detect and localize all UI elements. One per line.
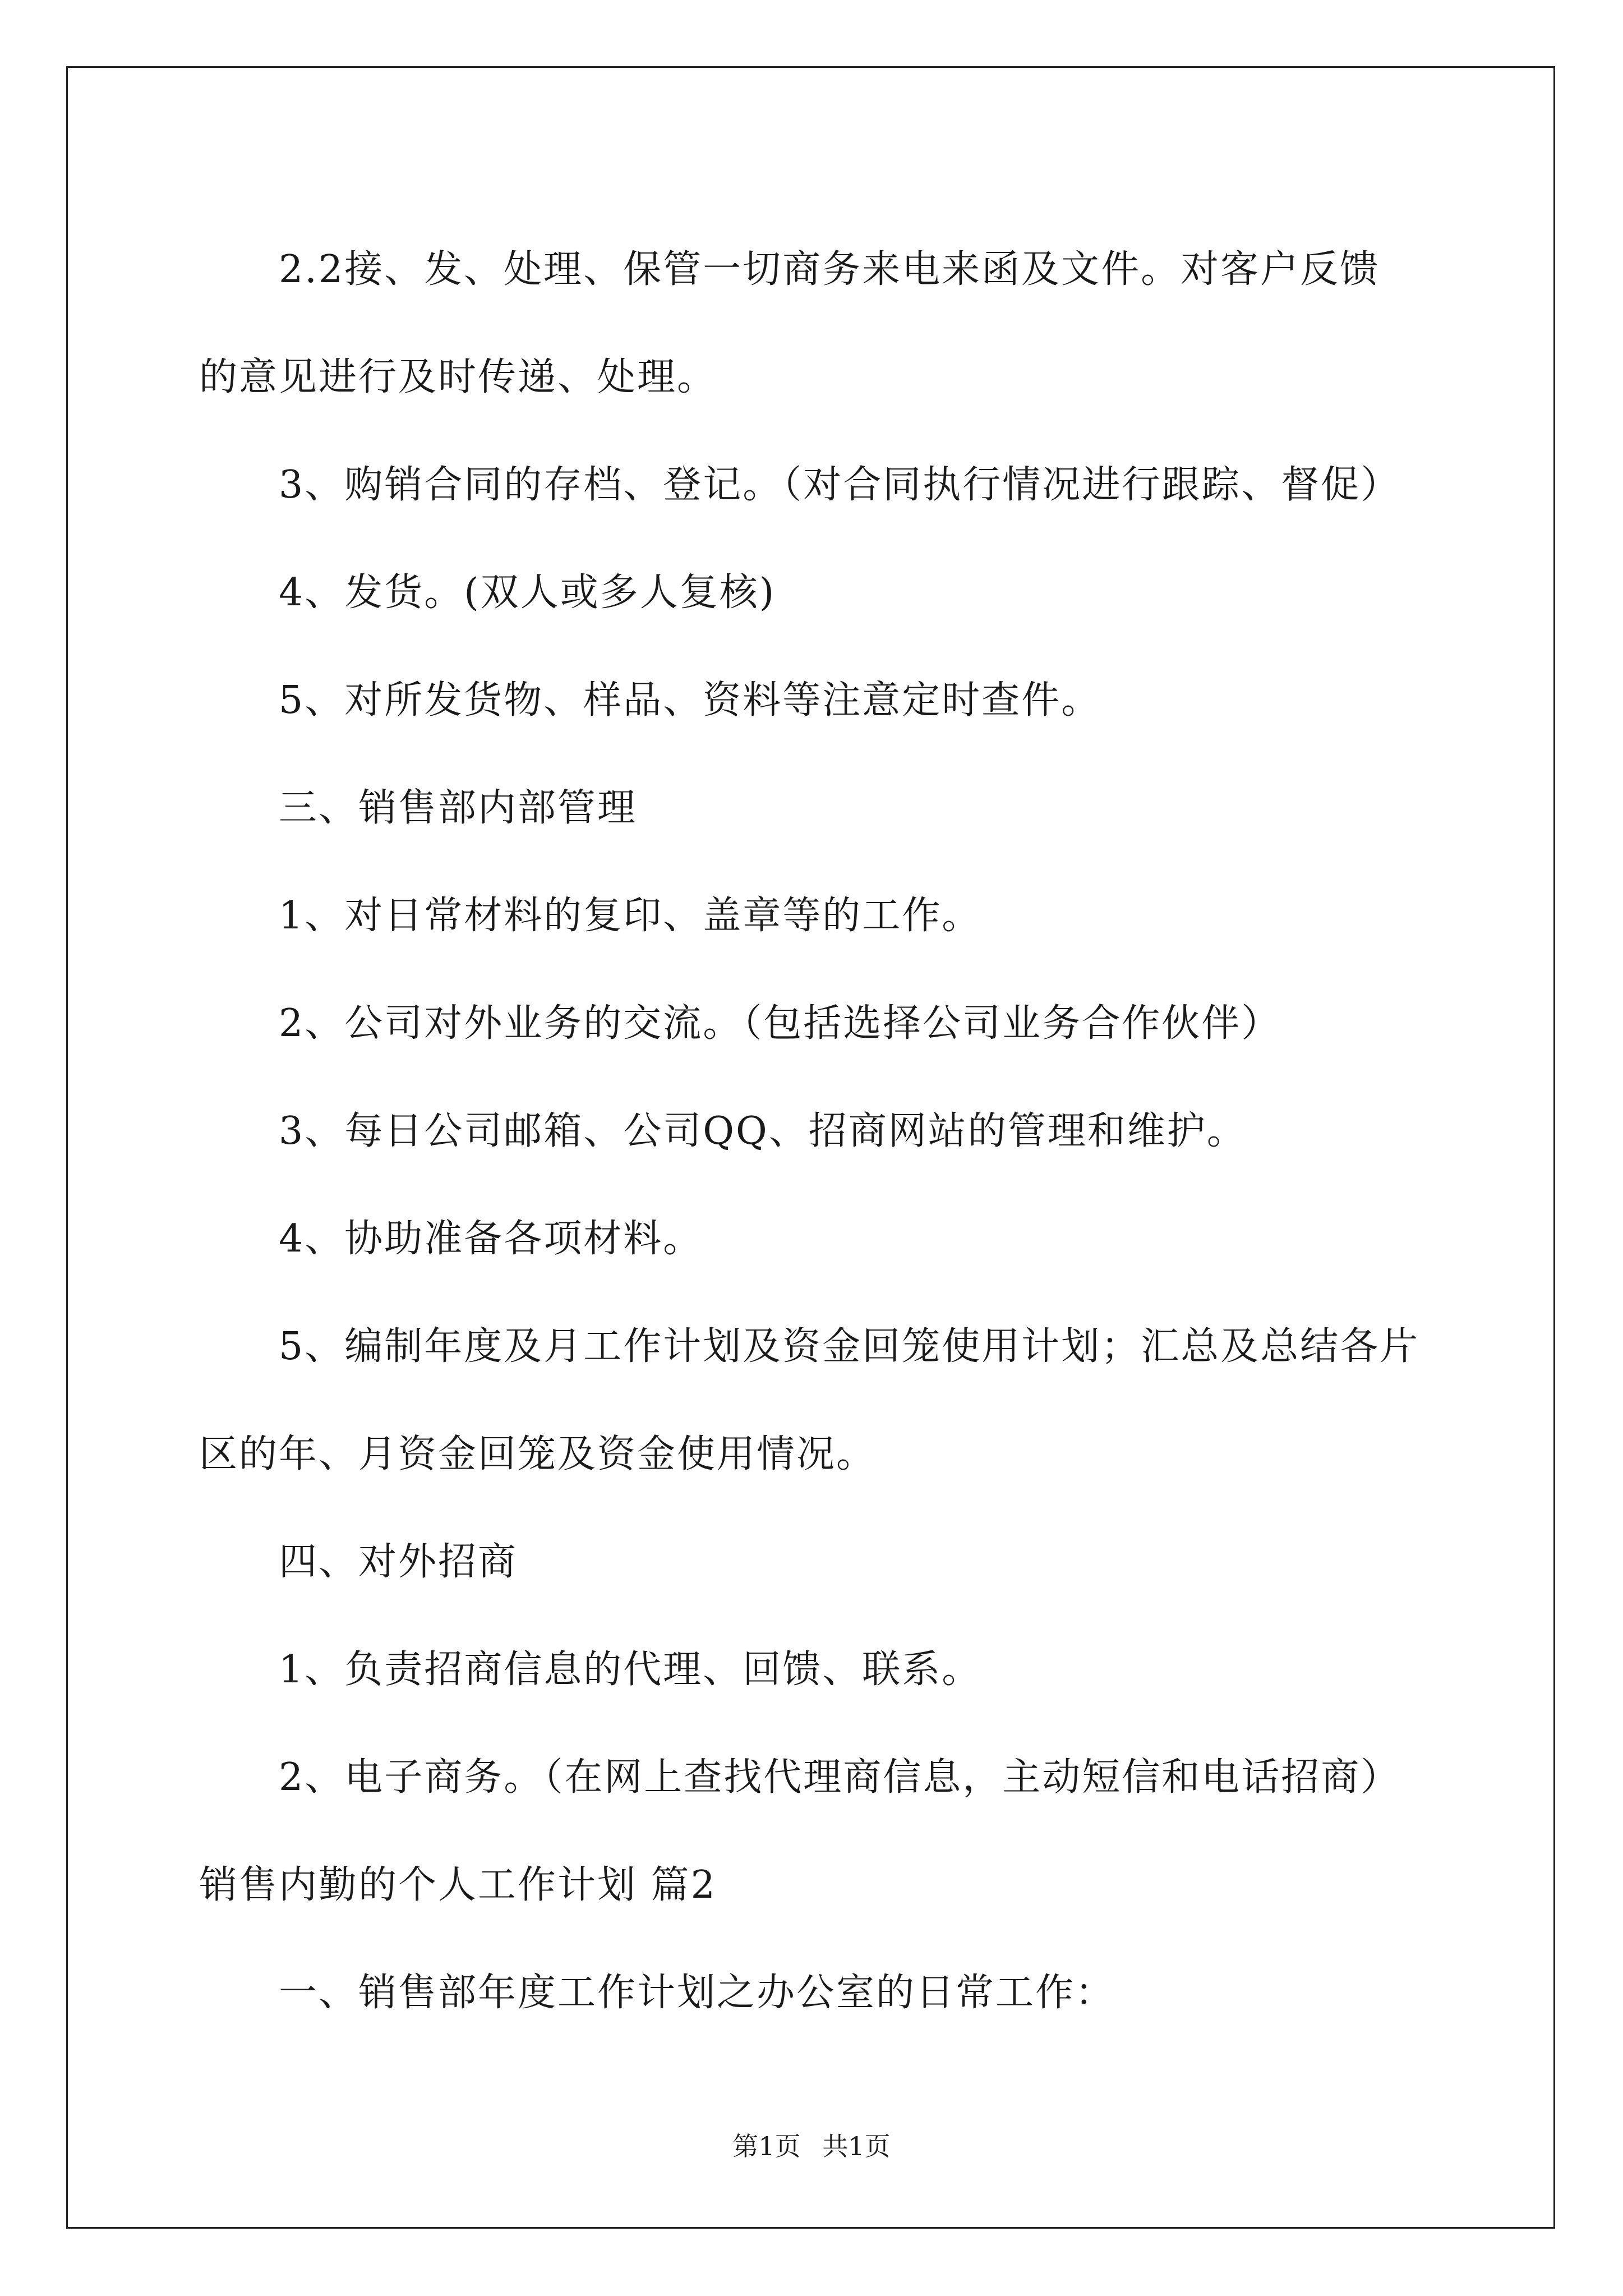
section-heading: 三、销售部内部管理 [279, 786, 638, 830]
paragraph: 1、对日常材料的复印、盖章等的工作。 [279, 894, 982, 938]
article-title: 销售内勤的个人工作计划 篇2 [199, 1863, 717, 1907]
section-heading: 四、对外招商 [279, 1540, 518, 1584]
paragraph: 4、协助准备各项材料。 [279, 1217, 703, 1261]
paragraph: 的意见进行及时传递、处理。 [199, 355, 717, 399]
page-footer [0, 2126, 1623, 2163]
paragraph: 3、购销合同的存档、登记。（对合同执行情况进行跟踪、督促） [279, 463, 1401, 507]
document-body [199, 216, 1444, 2047]
paragraph: 5、对所发货物、样品、资料等注意定时查件。 [279, 678, 1101, 723]
paragraph: 区的年、月资金回笼及资金使用情况。 [199, 1432, 877, 1476]
paragraph: 2、公司对外业务的交流。（包括选择公司业务合作伙伴） [279, 1001, 1281, 1046]
paragraph: 3、每日公司邮箱、公司QQ、招商网站的管理和维护。 [279, 1109, 1247, 1153]
paragraph: 4、发货。(双人或多人复核) [279, 570, 776, 615]
paragraph: 5、编制年度及月工作计划及资金回笼使用计划；汇总及总结各片 [279, 1324, 1420, 1369]
section-heading: 一、销售部年度工作计划之办公室的日常工作： [279, 1971, 1115, 2015]
paragraph: 2、电子商务。（在网上查找代理商信息，主动短信和电话招商） [279, 1755, 1401, 1800]
page-number: 第1页 [732, 2131, 801, 2161]
paragraph: 2.2接、发、处理、保管一切商务来电来函及文件。对客户反馈 [279, 247, 1380, 292]
paragraph: 1、负责招商信息的代理、回馈、联系。 [279, 1648, 982, 1692]
page-total: 共1页 [822, 2131, 891, 2161]
